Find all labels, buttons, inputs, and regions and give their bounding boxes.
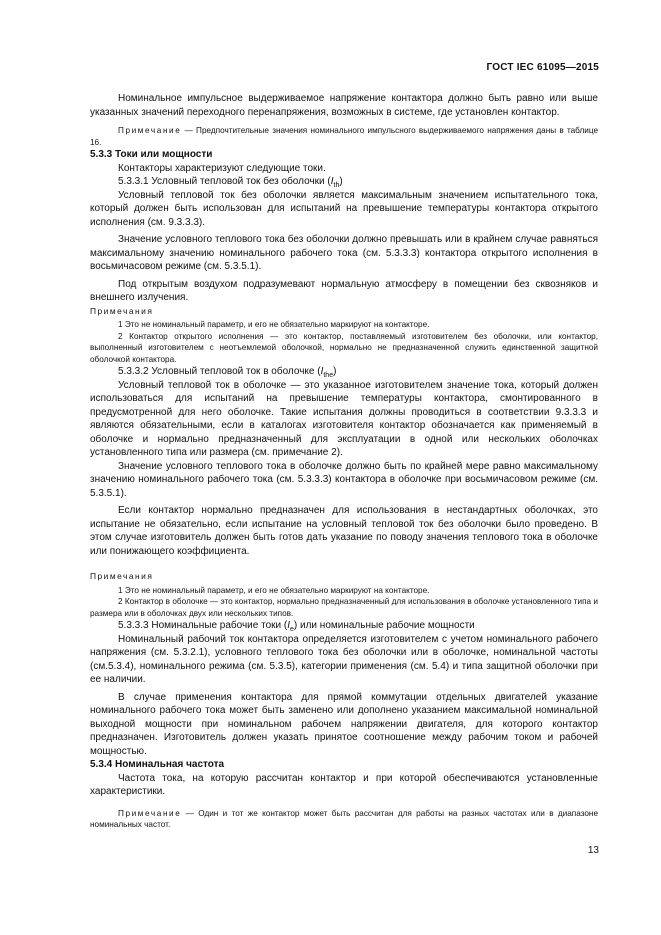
symbol-i: I xyxy=(287,620,290,631)
note-text: — Один и тот же контактор может быть рассчитан для работы на разных частотах или в диапазоне номинальных частот. xyxy=(90,808,598,829)
paragraph-5-3-3-2-b: Значение условного теплового тока в оболочке должно быть по крайней мере равно максимальному значению номинального рабочего тока (см. 5.3.3.3) контактора в оболочке при восьмичасовом режиме (см. 5.3.5.1). xyxy=(90,460,598,499)
subheading-text: 5.3.3.3 Номинальные рабочие токи ( xyxy=(118,620,288,631)
paragraph-5-3-3-2-c: Если контактор нормально предназначен для использования в нестандартных оболочках, это испытание не обязательно, если испытание на условный тепловой ток без оболочки было проведено. В этом случае изготовитель должен быть готов дать указание по поводу значения теплового тока в оболочке или понижающего коэффициента. xyxy=(90,505,598,557)
note-item: 1 Это не номинальный параметр, и его не обязательно маркируют на контакторе. xyxy=(118,320,430,329)
heading-5-3-3: 5.3.3 Токи или мощности xyxy=(90,149,213,160)
note-label: Примечание xyxy=(118,126,182,135)
subheading-5-3-3-3 xyxy=(90,619,598,633)
notes-heading: Примечания xyxy=(90,571,154,581)
heading-5-3-4: 5.3.4 Номинальная частота xyxy=(90,759,225,770)
symbol-i: I xyxy=(330,176,334,187)
symbol-i: I xyxy=(320,366,324,377)
note-item: 2 Контактор в оболочке — это контактор, нормально предназначенный для использования в оболочке установленного типа и размера или в оболочках двух или нескольких типов. xyxy=(90,597,598,618)
note-item: 2 Контактор открытого исполнения — это контактор, поставляемый изготовителем без оболочки, или контактор, выполненный изготовителем с неотъемлемой оболочкой, нормально не предназначенной служить единственной защитной оболочкой контактора. xyxy=(90,331,598,364)
paragraph-5-3-3-1-c: Под открытым воздухом подразумевают нормальную атмосферу в помещении без сквозняков и внешнего излучения. xyxy=(90,278,598,303)
paragraph-impulse-voltage: Номинальное импульсное выдерживаемое напряжение контактора должно быть равно или выше указанных значений переходного перенапряжения, возможных в системе, где установлен контактор. xyxy=(90,93,598,118)
note-frequency xyxy=(90,808,598,831)
paragraph-5-3-3-1-b: Значение условного теплового тока без оболочки должно превышать или в крайнем случае равняться максимальному значению номинального рабочего тока (см. 5.3.3.3) контактора открытого исполнения в восьмичасовом режиме (см. 5.3.5.1). xyxy=(90,234,598,272)
paragraph-5-3-3-3-a: Номинальный рабочий ток контактора определяется изготовителем с учетом номинального рабочего напряжения (см. 5.3.2.1), условного теплового тока без оболочки или в оболочке, номинальной частоты (см.5.3.4), номинального режима (см. 5.3.5), категории применения (см. 5.4) и типа защитной оболочки при ее наличии. xyxy=(90,633,598,685)
subheading-text: ) xyxy=(339,176,343,187)
paragraph-contactors-currents: Контакторы характеризуют следующие токи. xyxy=(118,162,326,174)
subheading-text: ) или номинальные рабочие мощности xyxy=(293,620,475,631)
subheading-5-3-3-2 xyxy=(90,365,598,379)
page-content xyxy=(90,92,598,831)
notes-heading: Примечания xyxy=(90,305,154,316)
paragraph-5-3-3-2-a: Условный тепловой ток в оболочке — это указанное изготовителем значение тока, который должен использоваться для испытаний на превышение температуры контактора, смонтированного в предусмотренной для него оболочке. Такие испытания должны проводиться в соответствии 9.3.3.3 и являются обязательными, если в каталогах изготовителя контактор обозначается как применяемый в оболочке и нормально предназначенный для эксплуатации в одной или нескольких оболочках установленного типа или размера (см. примечание 2). xyxy=(90,379,598,458)
symbol-subscript: e xyxy=(290,626,294,633)
page-number: 13 xyxy=(587,845,599,856)
subheading-5-3-3-1 xyxy=(90,175,598,189)
note-item: 1 Это не номинальный параметр, и его не обязательно маркируют на контакторе. xyxy=(118,585,430,595)
note-label: Примечание xyxy=(118,808,182,818)
paragraph-5-3-4: Частота тока, на которую рассчитан контактор и при которой обеспечиваются установленные характеристики. xyxy=(90,772,598,797)
subheading-text: 5.3.3.2 Условный тепловой ток в оболочке ( xyxy=(118,366,321,377)
subheading-text: 5.3.3.1 Условный тепловой ток без оболочки ( xyxy=(118,176,331,187)
paragraph-5-3-3-1-a: Условный тепловой ток без оболочки является максимальным значением испытательного тока, который должен быть использован для испытаний на превышение температуры контактора открытого исполнения (см. 9.3.3.3). xyxy=(90,189,598,228)
symbol-subscript: th xyxy=(333,182,340,189)
subheading-text: ) xyxy=(333,366,337,377)
document-header: ГОСТ IEC 61095—2015 xyxy=(486,62,599,73)
symbol-subscript: the xyxy=(323,372,334,379)
note-impulse-voltage xyxy=(90,125,598,148)
note-text: — Предпочтительные значения номинального импульсного выдерживаемого напряжения даны в таблице 16. xyxy=(90,126,598,147)
paragraph-5-3-3-3-b: В случае применения контактора для прямой коммутации отдельных двигателей указание номинального рабочего тока может быть заменено или дополнено указанием максимальной номинальной выходной мощности при номинальном рабочем напряжении двигателя, для которого контактор предназначен. Изготовитель должен указать принятое соотношение между рабочим током и рабочей мощностью. xyxy=(90,691,598,757)
